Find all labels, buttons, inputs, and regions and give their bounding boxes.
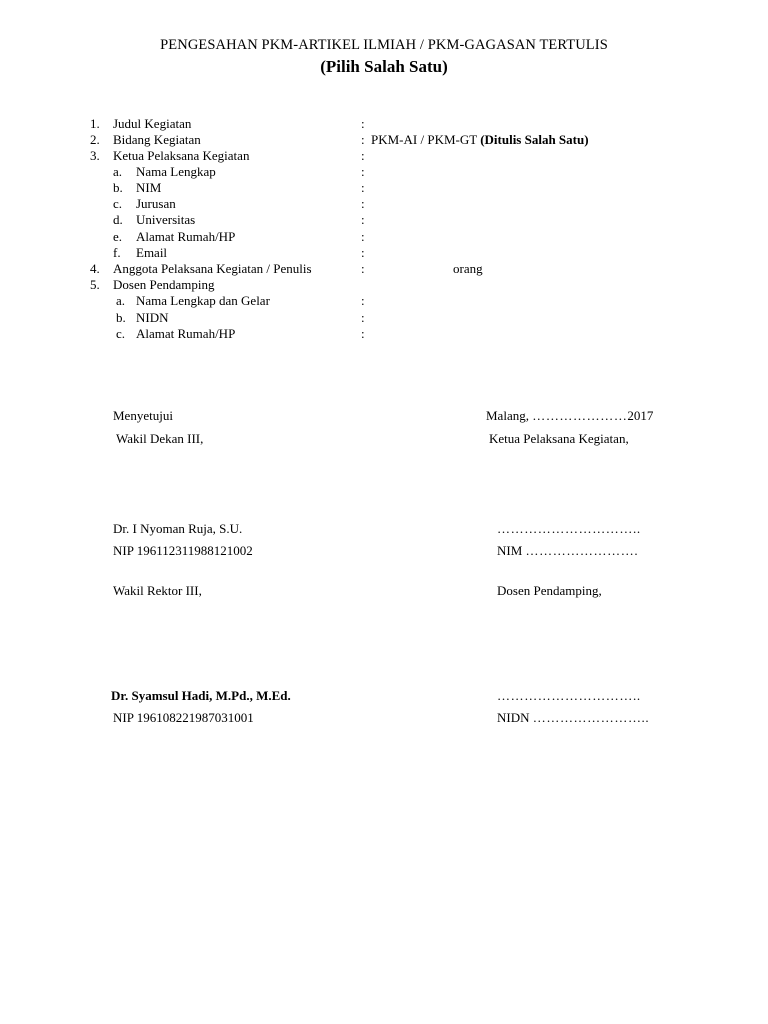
- form-row-dosen-nama: [0, 293, 768, 309]
- row-label: Dosen Pendamping: [113, 277, 215, 292]
- row-colon: :: [361, 310, 365, 325]
- row-label: Email: [136, 245, 168, 260]
- row-colon: :: [361, 326, 365, 341]
- row-colon: :: [361, 212, 365, 227]
- row-colon: :: [361, 148, 365, 163]
- form-row-nim: [0, 180, 768, 196]
- row-letter: d.: [113, 212, 123, 227]
- wakil-rektor-title: Wakil Rektor III,: [113, 583, 202, 598]
- row-label: Alamat Rumah/HP: [136, 326, 236, 341]
- wakil-dekan-name: Dr. I Nyoman Ruja, S.U.: [113, 521, 243, 536]
- row-value: [371, 132, 589, 148]
- dosen-title: Dosen Pendamping,: [497, 583, 602, 598]
- row-letter: a.: [113, 164, 123, 179]
- date-year: 2017: [627, 408, 654, 423]
- row-letter: f.: [113, 245, 121, 260]
- row-letter: b.: [113, 180, 123, 195]
- row-label: Nama Lengkap: [136, 164, 216, 179]
- row-number: 2.: [90, 132, 100, 147]
- row-number: 5.: [90, 277, 100, 292]
- row-letter: c.: [116, 326, 126, 341]
- nidn-dots: ……………………..: [532, 710, 650, 725]
- row-label: Jurusan: [136, 196, 176, 211]
- row-letter: e.: [113, 229, 123, 244]
- row-label: Ketua Pelaksana Kegiatan: [113, 148, 250, 163]
- nim-label: NIM: [497, 543, 523, 558]
- row-label: Alamat Rumah/HP: [136, 229, 236, 244]
- approve-label: Menyetujui: [113, 408, 173, 423]
- form-row-email: [0, 245, 768, 261]
- row-colon: :: [361, 164, 365, 179]
- form-row-dosen-nidn: [0, 310, 768, 326]
- document-title: PENGESAHAN PKM-ARTIKEL ILMIAH / PKM-GAGASAN TERTULIS: [160, 37, 608, 53]
- row-label: NIDN: [136, 310, 169, 325]
- row-letter: b.: [116, 310, 126, 325]
- date-dots: …………………: [532, 408, 628, 423]
- row-colon: :: [361, 180, 365, 195]
- row-number: 3.: [90, 148, 100, 163]
- row-colon: :: [361, 261, 365, 276]
- row-colon: :: [361, 245, 365, 260]
- wakil-dekan-title: Wakil Dekan III,: [116, 431, 204, 446]
- ketua-title: Ketua Pelaksana Kegiatan,: [489, 431, 629, 446]
- nim-dots: …………………….: [525, 543, 639, 558]
- wakil-dekan-nip: NIP 196112311988121002: [113, 543, 253, 558]
- ketua-nim: [497, 543, 638, 559]
- row-label: Anggota Pelaksana Kegiatan / Penulis: [113, 261, 312, 276]
- form-row-alamat: [0, 229, 768, 245]
- bidang-note: (Ditulis Salah Satu): [480, 132, 589, 147]
- place-date-prefix: Malang,: [486, 408, 529, 423]
- row-number: 1.: [90, 116, 100, 131]
- wakil-rektor-name: Dr. Syamsul Hadi, M.Pd., M.Ed.: [111, 688, 291, 703]
- form-row-jurusan: [0, 196, 768, 212]
- row-letter: a.: [116, 293, 126, 308]
- row-colon: :: [361, 116, 365, 131]
- row-colon: :: [361, 229, 365, 244]
- row-label: NIM: [136, 180, 162, 195]
- document-subtitle: (Pilih Salah Satu): [320, 57, 448, 76]
- nidn-label: NIDN: [497, 710, 530, 725]
- form-row-ketua: [0, 148, 768, 164]
- row-letter: c.: [113, 196, 123, 211]
- row-colon: :: [361, 132, 365, 147]
- dosen-nidn: [497, 710, 649, 726]
- bidang-value: PKM-AI / PKM-GT: [371, 132, 477, 147]
- form-row-anggota: [0, 261, 768, 277]
- row-label: Nama Lengkap dan Gelar: [136, 293, 270, 308]
- row-colon: :: [361, 293, 365, 308]
- row-number: 4.: [90, 261, 100, 276]
- form-row-judul: [0, 116, 768, 132]
- dosen-name-dots: …………………………..: [497, 688, 641, 703]
- form-row-universitas: [0, 212, 768, 228]
- form-row-dosen-alamat: [0, 326, 768, 342]
- row-colon: :: [361, 196, 365, 211]
- ketua-name-dots: …………………………..: [497, 521, 641, 536]
- row-label: Bidang Kegiatan: [113, 132, 201, 147]
- form-row-bidang: [0, 132, 768, 148]
- place-date: [486, 408, 653, 424]
- form-row-nama-lengkap: [0, 164, 768, 180]
- row-label: Judul Kegiatan: [113, 116, 192, 131]
- wakil-rektor-nip: NIP 196108221987031001: [113, 710, 254, 725]
- row-label: Universitas: [136, 212, 196, 227]
- anggota-unit: orang: [453, 261, 483, 276]
- form-row-dosen: [0, 277, 768, 293]
